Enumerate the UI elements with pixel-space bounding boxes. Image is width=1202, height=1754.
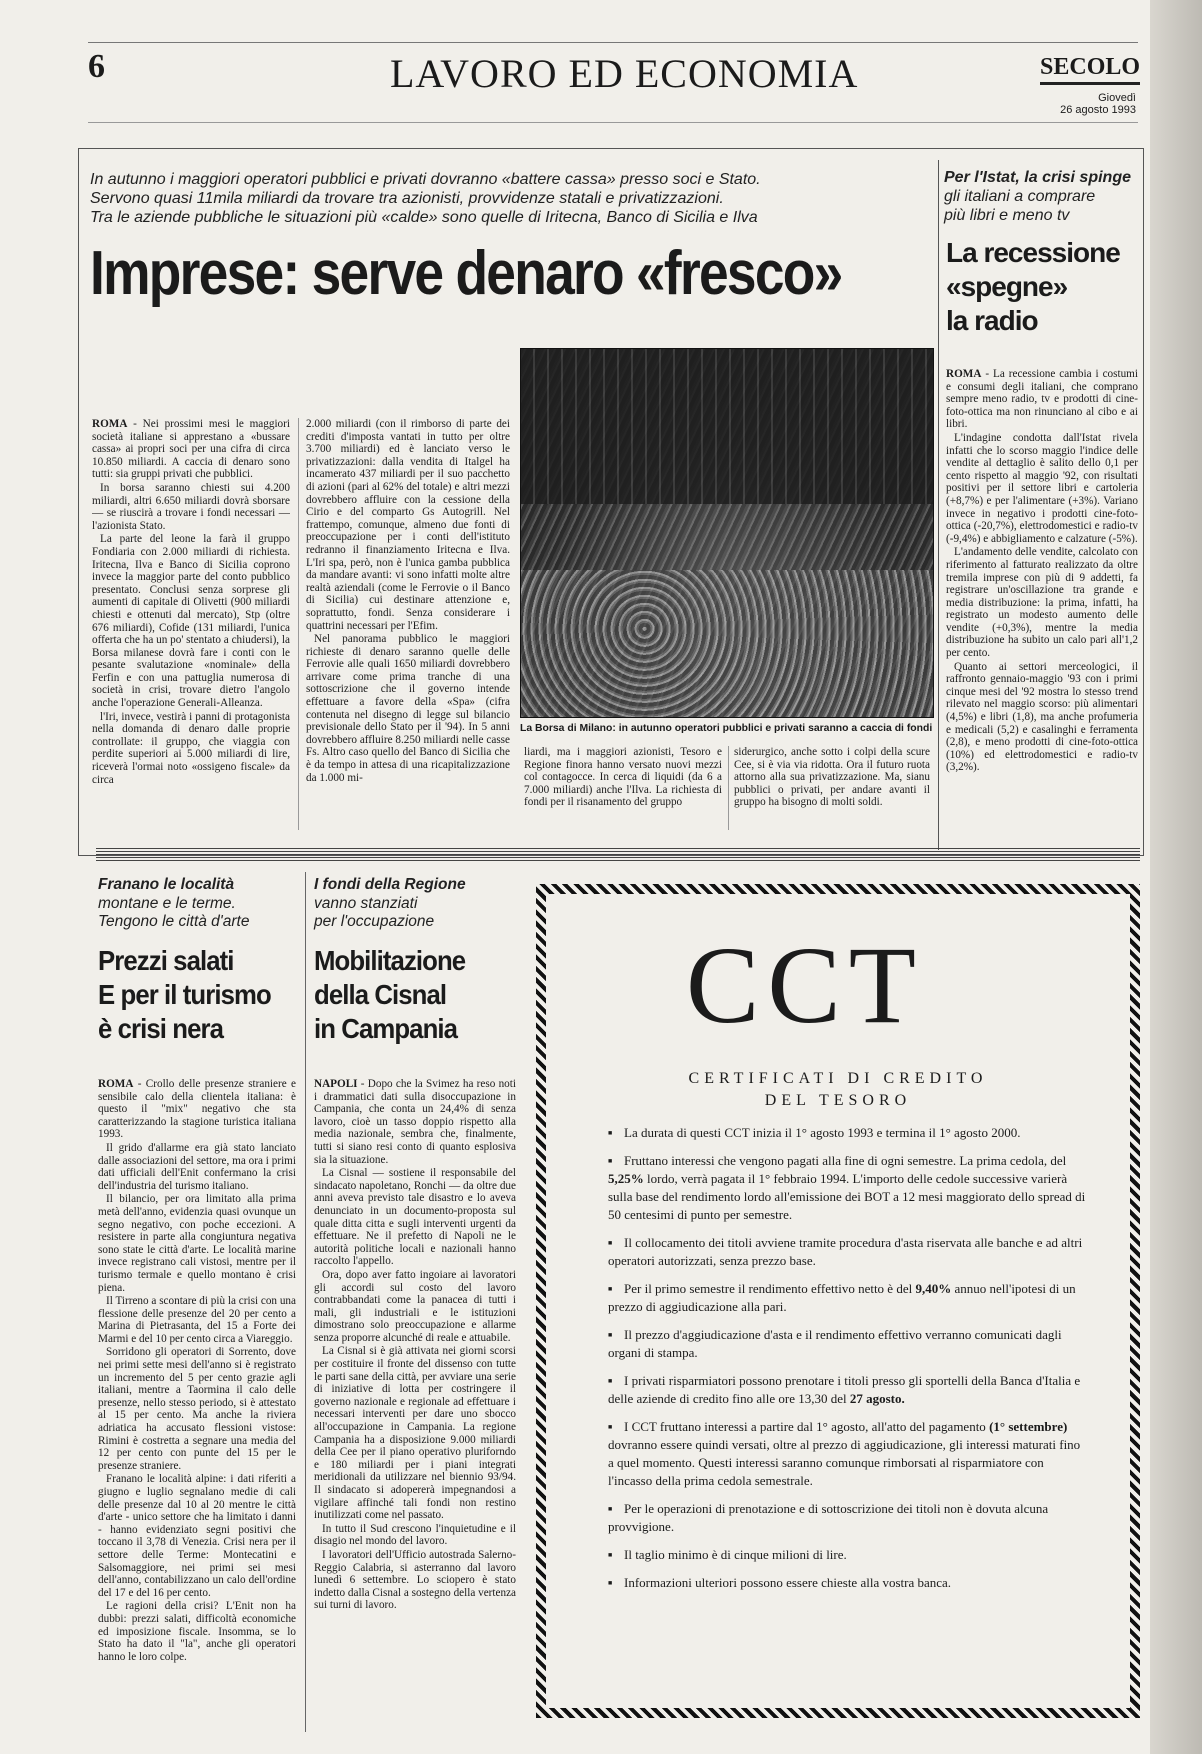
main-article-column-4 [734,746,930,830]
tourism-article-kicker [98,876,298,932]
article-paragraph: l'Iri, invece, vestirà i panni di protagonista nella domanda di denaro dalle proprie controllate: il gruppo, che viaggia con perdite superiori ai 5.000 miliardi di lire, riceverà l'ormai noto «ossigeno fiscale» da circa [92,710,290,786]
article-paragraph: La Cisnal — sostiene il responsabile del sindacato napoletano, Ronchi — da oltre due anni aveva previsto tale disastro e lo aveva denunciato in un documento-proposta sul quale ditta citta e sugli interventi urgenti da effettuare. Ne il prefetto di Napoli ne le autorità politiche locali e nazionali hanno raccolto l'appello. [314,1167,516,1268]
headline-line: in Campania [314,1013,458,1044]
article-paragraph: Nel panorama pubblico le maggiori richieste di denaro saranno quelle delle Ferrovie alle quali 1650 miliardi dovrebbero arrivare come prima tranche di una sottoscrizione che il governo intende effettuare a favore della «Spa» (cifra contenuta nel disegno di legge sul bilancio previsionale dello Stato per il '94). In 5 anni dovrebbero affluire 8.250 miliardi nelle casse Fs. Altro caso quello del Banco di Sicilia che è da tempo in attesa di una ricapitalizzazione da 1.000 mi- [306,633,510,784]
article-paragraph: In tutto il Sud crescono l'inquietudine e il disagio nel mondo del lavoro. [314,1522,516,1548]
sidebar-article-body [946,368,1138,830]
page-binding-shadow [1150,0,1202,1754]
cct-condition-item: ■ Informazioni ulteriori possono essere chieste alla vostra banca. [608,1574,1088,1592]
page-number: 6 [88,48,105,85]
article-paragraph: ROMA - Crollo delle presenze straniere e sensibile calo della clientela italiana: è questo il "mix" negativo che sta caratterizzando la stagione turistica italiana 1993. [98,1078,296,1141]
headline-line: la radio [946,305,1038,336]
header-top-rule [88,42,1138,43]
cct-condition-item: ■ Il taglio minimo è di cinque milioni di lire. [608,1546,1088,1564]
article-paragraph: L'andamento delle vendite, calcolato con riferimento al fatturato realizzato da oltre tremila imprese con più di 9 addetti, fa registrare un'oscillazione tra grande e media distribuzione: la prima, infatti, ha registrato un modesto aumento delle vendite (+0,3%), mentre la media distribuzione ha subito un calo pari all'1,2 per cento. [946,546,1138,660]
article-paragraph: La Cisnal si è già attivata nei giorni scorsi per costituire il fronte del dissenso con tutte le parti sane della città, per avviare una serie di iniziative di lotta per costringere il governo nazionale e regionale ad effettuare i necessari interventi per dare uno sbocco all'occupazione in Campania. La regione Campania ha a disposizione 9.000 miliardi della Cee per il piano operativo pluriforndo e 180 miliardi per i piani integrati meridionali da utilizzare nel biennio 93/94. Il sindacato si adopererà impegnandosi a vigilare affinché tali fondi non restino inutilizzati come nel passato. [314,1345,516,1522]
issue-date: 26 agosto 1993 [1060,104,1136,116]
cisnal-article-kicker [314,876,514,932]
dateline: ROMA [92,418,128,430]
headline-line: La recessione [946,237,1120,268]
kicker-line: Tengono le città d'arte [98,913,250,930]
article-paragraph: Il grido d'allarme era già stato lanciato dalle associazioni del settore, ma ora i primi dati ufficiali dell'Enit confermano la crisi dell'industria del turismo italiano. [98,1141,296,1192]
issue-day: Giovedì [1098,92,1136,104]
article-paragraph: ROMA - Nei prossimi mesi le maggiori società italiane si apprestano a «bussare cassa» ai propri soci per una cifra di circa 10.850 miliardi. A caccia di denaro sono tutti: sia gruppi privati che pubblici. [92,418,290,481]
cct-condition-item: ■ Per il primo semestre il rendimento effettivo netto è del 9,40% annuo nell'ipotesi di un prezzo di aggiudicazione alla pari. [608,1280,1088,1316]
cct-advertisement [536,884,1140,1718]
article-paragraph: Quanto ai settori merceologici, il raffronto gennaio-maggio '93 con i primi cinque mesi del '92 mostra lo stesso trend rilevato nel maggio scorso: più alimentari (4,5%) e libri (1,8), ma anche profumeria e medicali (5,2) e casalinghi e ferramenta (2,8), e meno prodotti di cine-foto-ottica (10%) ed elettrodomestici e radio-tv (3,2%). [946,660,1138,774]
photo-caption: La Borsa di Milano: in autunno operatori pubblici e privati saranno a caccia di fondi [520,723,933,734]
kicker-line: per l'occupazione [314,913,435,930]
headline-line: E per il turismo [98,979,271,1010]
cct-condition-item: ■ La durata di questi CCT inizia il 1° agosto 1993 e termina il 1° agosto 2000. [608,1124,1088,1142]
headline-line: della Cisnal [314,979,447,1010]
sidebar-article-headline [946,236,1142,338]
kicker-line: Servono quasi 11mila miliardi da trovare tra azionisti, provvidenze statali e privatizzazioni. [90,190,724,207]
cct-condition-item: ■ Il collocamento dei titoli avviene tramite procedura d'asta riservata alle banche e ad altri operatori autorizzati, senza prezzo base. [608,1234,1088,1270]
article-paragraph: Il Tirreno a scontare di più la crisi con una flessione delle presenze del 20 per cento a Marina di Pietrasanta, del 15 a Forte dei Marmi e del 10 per cento circa a Viareggio. [98,1295,296,1345]
cct-condition-item: ■ I privati risparmiatori possono prenotare i titoli presso gli sportelli della Banca d'Italia e delle aziende di credito fino alle ore 13,30 del 27 agosto. [608,1372,1088,1408]
section-title: LAVORO ED ECONOMIA [390,51,859,96]
article-paragraph: I lavoratori dell'Ufficio autostrada Salerno-Reggio Calabria, si asterranno dal lavoro lunedì 6 settembre. Lo sciopero è stato indetto dalla Cisnal a sostegno della vertenza sui turni di lavoro. [314,1548,516,1612]
headline-line: Mobilitazione [314,945,466,976]
sidebar-divider [938,160,939,850]
article-paragraph: Ora, dopo aver fatto ingoiare ai lavoratori gli accordi sul costo del lavoro contrabbandati come la panacea di tutti i mali, gli industriali e le istituzioni dimostrano solo preoccupazione e allarme senza proporre alcunché di reale e attuabile. [314,1268,516,1344]
photo-crowd-area [521,570,933,717]
column-rule [728,746,729,830]
stock-exchange-photo [520,348,934,718]
section-separator-band [96,848,1140,862]
headline-line: «spegne» [946,271,1068,302]
kicker-line: più libri e meno tv [944,207,1070,224]
dateline: NAPOLI [314,1078,358,1090]
dateline: ROMA [946,368,982,380]
cct-conditions-list [608,1124,1088,1602]
kicker-line: gli italiani a comprare [944,188,1096,205]
sidebar-article-kicker [944,168,1140,225]
main-article-column-1 [92,418,290,830]
cct-logo: CCT [686,924,924,1046]
article-paragraph: 2.000 miliardi (con il rimborso di parte dei crediti d'imposta vantati in tutto per oltre 3.700 miliardi) ed è lanciato verso le privatizzazioni: dalla vendita di Italgel ha incamerato 437 miliardi per il suo pacchetto di azioni (pari al 62% del totale) e altri mezzi dovrebbero affluire con la cessione della Cirio e del comparto Gs Autogrill. Nel frattempo, comunque, almeno due fonti di preoccupazione per i conti dell'istituto redranno il finanziamento Iritecna e Ilva. L'Iri spa, però, non è l'unica gamba pubblica da mandare avanti: vi sono infatti molte altre realtà aziendali (come le Ferrovie o il Banco di Sicilia) cui destinare attenzione e, soprattutto, fondi. Senza considerare i quattrini necessari per l'Efim. [306,418,510,632]
cct-condition-item: ■ Per le operazioni di prenotazione e di sottoscrizione dei titoli non è dovuta alcuna provvigione. [608,1500,1088,1536]
article-paragraph: Sorridono gli operatori di Sorrento, dove nei primi sette mesi dell'anno si è registrato un incremento del 5 per cento grazie agli italiani, mentre a Taormina il calo delle presenze, nello stesso periodo, si è attestato al 15 per cento. Ma anche la riviera adriatica ha accusato flessioni vistose: Rimini è costretta a segnare una media del 12 per cento con punte del 15 per le presenze straniere. [98,1346,296,1472]
cisnal-article-headline [314,944,507,1046]
dateline: ROMA [98,1078,134,1090]
kicker-line: Per l'Istat, la crisi spinge [944,169,1131,186]
cct-condition-item: ■ I CCT fruttano interessi a partire dal 1° agosto, all'atto del pagamento (1° settembre) dovranno essere quindi versati, oltre al prezzo di aggiudicazione, gli interessi maturati fino a quel momento. Questi interessi saranno comunque rimborsati al risparmiatore con l'incasso della prima cedola semestrale. [608,1418,1088,1490]
cct-subtitle: CERTIFICATI DI CREDITO [688,1070,988,1087]
photo-ceiling-area [521,349,933,504]
headline-line: Prezzi salati [98,945,234,976]
cct-condition-item: ■ Il prezzo d'aggiudicazione d'asta e il rendimento effettivo verranno comunicati dagli organi di stampa. [608,1326,1088,1362]
article-paragraph: L'indagine condotta dall'Istat rivela infatti che lo scorso maggio l'indice delle vendite al dettaglio è salito dello 0,1 per cento rispetto al maggio '92, con risultati positivi per il settore libri e cartoleria (+8,7%) e per l'alimentare (+3%). Variano invece in negativo i prodotti cine-foto-ottica (-20,7%), elettrodomestici e radio-tv (-9,4%) e abbigliamento e calzature (-5%). [946,431,1138,545]
article-paragraph: ROMA - La recessione cambia i costumi e consumi degli italiani, che comprano sempre meno radio, tv e prodotti di cine-foto-ottica ma non rinunciano al cibo e ai libri. [946,368,1138,431]
main-article-column-2 [306,418,510,830]
article-paragraph: siderurgico, anche sotto i colpi della scure Cee, si è via via ridotta. Ora il futuro ruota attorno alla sua privatizzazione. Ma, sianu pubblici o privati, per andare avanti il gruppo ha bisogno di molti soldi. [734,746,930,809]
tourism-article-body [98,1078,296,1724]
kicker-line: vanno stanziati [314,894,418,912]
kicker-line: I fondi della Regione [314,876,466,893]
article-paragraph: La parte del leone la farà il gruppo Fondiaria con 2.000 miliardi di richiesta. Iritecna, Ilva e Banco di Sicilia coprono invece la maggior parte del conto pubblico presentato. Conclusi senza sorprese gli aumenti di capitale di Olivetti (900 miliardi chiesti e ottenuti dal mercato), Stp (oltre 676 miliardi), Cofide (131 miliardi, l'unica offerta che ha un po' stentato a chiudersi), la Borsa milanese dovrà fare i conti con le pesante svalutazione «nominale» della Ferfin e con una pattuglia numerosa di società in crisi, trovare dietro l'angolo anche l'operazione Generali-Alleanza. [92,533,290,710]
column-rule [298,418,299,830]
main-article-headline: Imprese: serve denaro «fresco» [90,239,842,308]
article-paragraph: Franano le località alpine: i dati riferiti a giugno e luglio segnalano medie di cali delle presenze dal 10 al 20 mentre le città d'arte - unico settore che ha limitato i danni - hanno evidenziato segni positivi che toccano il 3,78 di Venezia. Crisi nera per il settore delle Terme: Montecatini e Salsomaggiore, nei primi sei mesi dell'anno, contabilizzano un calo dell'ordine del 17 e del 16 per cento. [98,1473,296,1599]
main-article-kicker [90,170,930,227]
article-paragraph: liardi, ma i maggiori azionisti, Tesoro e Regione finora hanno versato nuovi mezzi col contagocce. In cerca di liquidi (da 6 a 7.000 miliardi) anche l'Ilva. La richiesta di fondi per il risanamento del gruppo [524,746,722,809]
article-paragraph: Il bilancio, per ora limitato alla prima metà dell'anno, evidenzia quasi ovunque un segno negativo, con poche eccezioni. A resistere in parte alla congiuntura negativa sono state le città d'arte. Le località marine invece registrano cali vistosi, mentre per il turismo termale e quello montano è crisi piena. [98,1193,296,1294]
kicker-line: In autunno i maggiori operatori pubblici e privati dovranno «battere cassa» presso soci e Stato. [90,171,761,188]
masthead-logo: SECOLO [1040,54,1140,85]
kicker-line: montane e le terme. [98,894,236,912]
article-paragraph: NAPOLI - Dopo che la Svimez ha reso noti i drammatici dati sulla disoccupazione in Campania, che conta un 24,4% di senza lavoro, cioè un tasso doppio rispetto alla media nazionale, sembra che, finalmente, tutti si siano resi conto di quanto esplosiva sia la situazione. [314,1078,516,1166]
tourism-article-headline [98,944,282,1046]
kicker-line: Franano le località [98,876,235,893]
header-bottom-rule [88,122,1138,123]
headline-line: è crisi nera [98,1013,224,1044]
cct-subtitle: DEL TESORO [764,1092,912,1109]
main-article-column-3 [524,746,722,830]
cct-condition-item: ■ Fruttano interessi che vengono pagati alla fine di ogni semestre. La prima cedola, del 5,25% lordo, verrà pagata il 1° febbraio 1994. L'importo delle cedole successive varierà sulla base del rendimento lordo all'emissione dei BOT a 12 mesi maggiorato dello spread di 50 centesimi di punto per semestre. [608,1152,1088,1224]
article-paragraph: Le ragioni della crisi? L'Enit non ha dubbi: prezzi salati, difficoltà economiche ed imposizione fiscale. Insomma, se lo Stato ha dato il "la", anche gli operatori hanno le loro colpe. [98,1600,296,1663]
kicker-line: Tra le aziende pubbliche le situazioni più «calde» sono quelle di Iritecna, Banco di Sicilia e Ilva [90,209,758,226]
article-paragraph: In borsa saranno chiesti sui 4.200 miliardi, altri 6.650 miliardi dovrà sborsare — se riuscirà a trovare i fondi necessari — l'azionista Stato. [92,481,290,532]
cisnal-article-body [314,1078,516,1724]
